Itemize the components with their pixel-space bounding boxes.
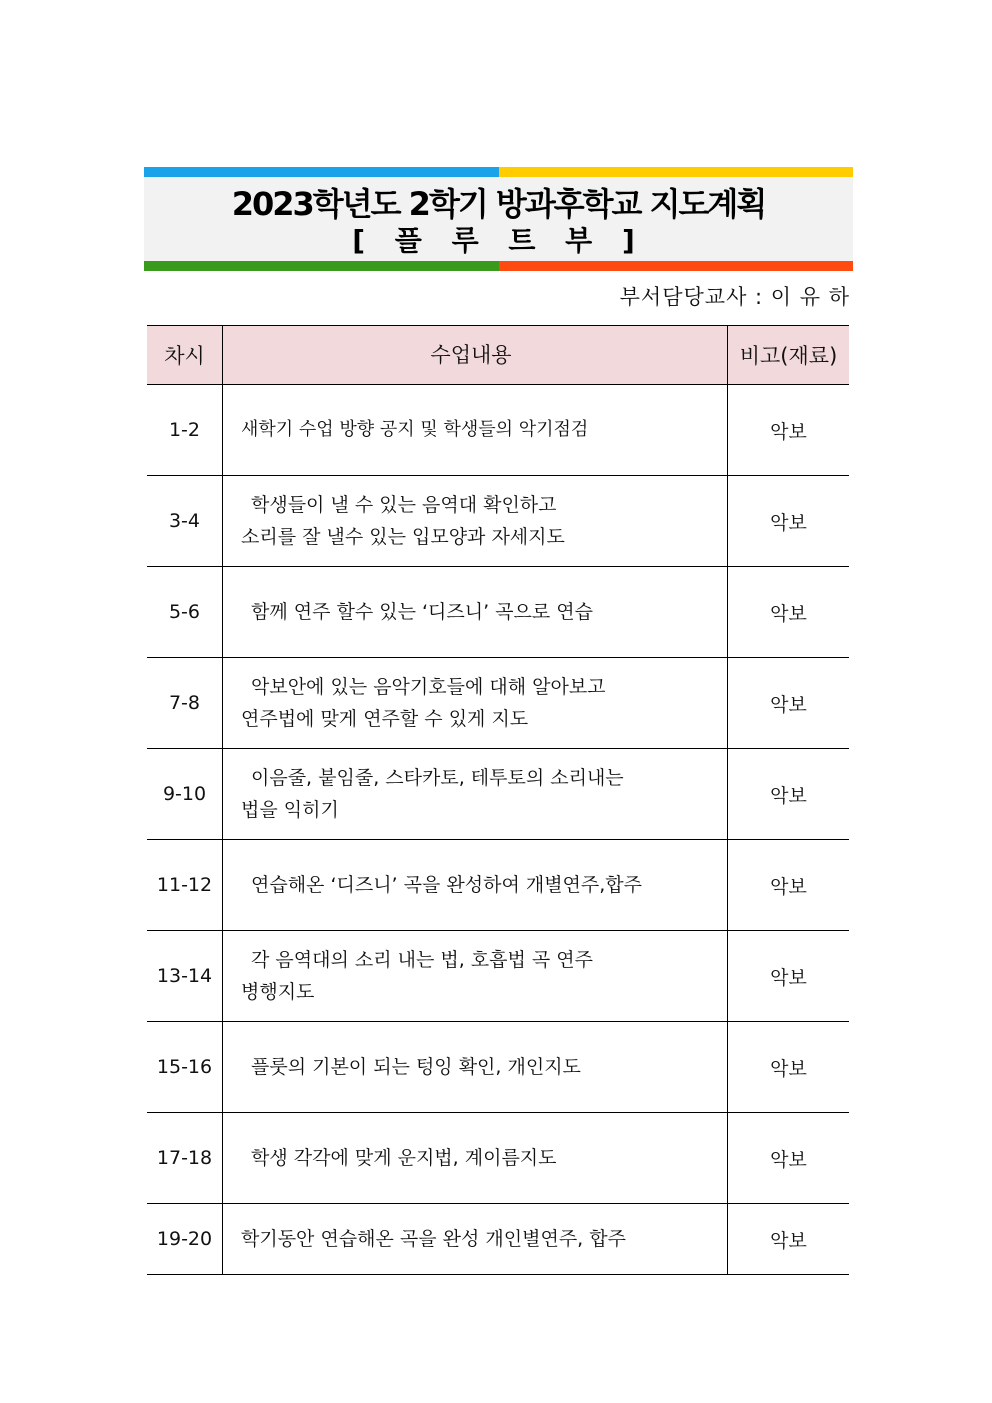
session-cell: 7-8 xyxy=(147,658,223,749)
note-cell: 악보 xyxy=(728,385,850,476)
page-title: 2023학년도 2학기 방과후학교 지도계획 xyxy=(231,185,766,223)
note-cell: 악보 xyxy=(728,749,850,840)
content-cell xyxy=(223,385,728,476)
content-cell xyxy=(223,476,728,567)
note-cell: 악보 xyxy=(728,840,850,931)
table-row xyxy=(147,749,849,840)
content-cell xyxy=(223,1204,728,1275)
header-session: 차시 xyxy=(147,326,223,385)
session-cell: 17-18 xyxy=(147,1113,223,1204)
table-row xyxy=(147,1113,849,1204)
header-note: 비고(재료) xyxy=(728,326,850,385)
content-cell xyxy=(223,931,728,1022)
content-line: 학생 각각에 맞게 운지법, 계이름지도 xyxy=(251,1147,557,1169)
table-row xyxy=(147,840,849,931)
content-line: 병행지도 xyxy=(241,981,315,1003)
content-line: 학생들이 낼 수 있는 음역대 확인하고 xyxy=(251,494,557,516)
title-bar-top-left xyxy=(144,167,499,177)
title-bar-top-right xyxy=(499,167,853,177)
table-row xyxy=(147,1022,849,1113)
content-cell xyxy=(223,840,728,931)
note-cell: 악보 xyxy=(728,1204,850,1275)
content-cell xyxy=(223,749,728,840)
lesson-plan-table xyxy=(147,325,849,1275)
teacher-info: 부서담당교사 : 이 유 하 xyxy=(619,285,850,309)
content-line: 이음줄, 붙임줄, 스타카토, 테투토의 소리내는 xyxy=(251,767,624,789)
note-cell: 악보 xyxy=(728,1113,850,1204)
content-line: 소리를 잘 낼수 있는 입모양과 자세지도 xyxy=(241,526,565,548)
content-line: 함께 연주 할수 있는 ‘디즈니’ 곡으로 연습 xyxy=(251,601,593,623)
title-banner xyxy=(144,167,853,271)
content-line: 연주법에 맞게 연주할 수 있게 지도 xyxy=(241,708,529,730)
content-line: 학기동안 연습해온 곡을 완성 개인별연주, 합주 xyxy=(241,1228,626,1250)
session-cell: 5-6 xyxy=(147,567,223,658)
session-cell: 3-4 xyxy=(147,476,223,567)
content-cell xyxy=(223,567,728,658)
note-cell: 악보 xyxy=(728,931,850,1022)
page-subtitle: [ 플 루 트 부 ] xyxy=(352,224,645,257)
header-content: 수업내용 xyxy=(223,326,728,385)
content-cell xyxy=(223,1113,728,1204)
content-line: 각 음역대의 소리 내는 법, 호흡법 곡 연주 xyxy=(251,949,593,971)
session-cell: 1-2 xyxy=(147,385,223,476)
session-cell: 9-10 xyxy=(147,749,223,840)
session-cell: 19-20 xyxy=(147,1204,223,1275)
table-header-row xyxy=(147,326,849,385)
table-row xyxy=(147,385,849,476)
session-cell: 11-12 xyxy=(147,840,223,931)
content-line: 법을 익히기 xyxy=(241,799,339,821)
title-bar-bottom-left xyxy=(144,261,499,271)
content-line: 플룻의 기본이 되는 텅잉 확인, 개인지도 xyxy=(251,1056,581,1078)
session-cell: 15-16 xyxy=(147,1022,223,1113)
note-cell: 악보 xyxy=(728,1022,850,1113)
content-cell xyxy=(223,658,728,749)
content-line: 새학기 수업 방향 공지 및 학생들의 악기점검 xyxy=(241,419,589,440)
table-row xyxy=(147,476,849,567)
session-cell: 13-14 xyxy=(147,931,223,1022)
table-row xyxy=(147,931,849,1022)
table-row xyxy=(147,567,849,658)
content-cell xyxy=(223,1022,728,1113)
content-line: 연습해온 ‘디즈니’ 곡을 완성하여 개별연주,합주 xyxy=(251,874,643,896)
note-cell: 악보 xyxy=(728,658,850,749)
note-cell: 악보 xyxy=(728,567,850,658)
content-line: 악보안에 있는 음악기호들에 대해 알아보고 xyxy=(251,676,606,698)
note-cell: 악보 xyxy=(728,476,850,567)
table-row xyxy=(147,658,849,749)
title-bar-bottom-right xyxy=(499,261,853,271)
table-row xyxy=(147,1204,849,1275)
